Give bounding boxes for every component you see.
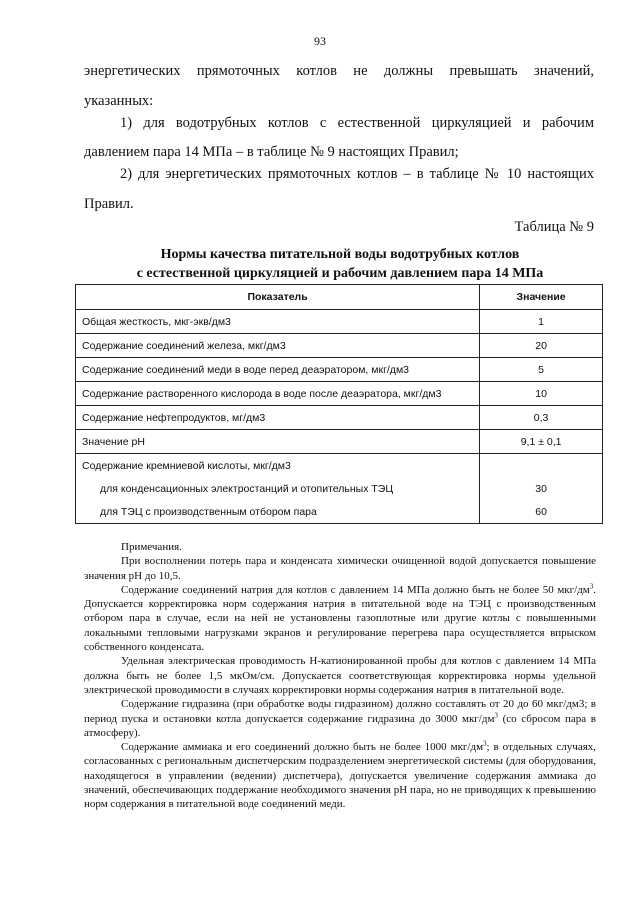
value-cell xyxy=(480,454,603,478)
column-header-indicator: Показатель xyxy=(76,285,480,310)
table-title-line: Нормы качества питательной воды водотрубных котлов xyxy=(160,247,520,262)
intro-line: энергетических прямоточных котлов не должны превышать значений, xyxy=(84,63,594,79)
indicator-cell: Значение рН xyxy=(76,430,480,454)
value-cell: 0,3 xyxy=(480,406,603,430)
table-row xyxy=(76,334,603,358)
note-paragraph xyxy=(84,697,596,740)
note-text: Содержание аммиака и его соединений должно быть не более 1000 мкг/дм xyxy=(121,741,484,754)
table-row xyxy=(76,358,603,382)
list-item-1-line: 1) для водотрубных котлов с естественной циркуляцией и рабочим xyxy=(120,115,594,131)
value-cell: 10 xyxy=(480,382,603,406)
indicator-cell: для ТЭЦ с производственным отбором пара xyxy=(76,500,480,524)
value-cell: 5 xyxy=(480,358,603,382)
note-text: . Допускается корректировка норм содержания натрия в питательной воде на ТЭЦ с производственным отбором пара в случае, если на ней не установлены газоплотные или другие котлы с повышенными локальными тепловыми нагрузками экранов и регулирование перегрева пара осуществляется впрыском собственного конденсата. xyxy=(84,583,596,654)
value-cell: 30 xyxy=(480,477,603,500)
notes-title: Примечания. xyxy=(121,541,182,553)
indicator-cell: Содержание соединений меди в воде перед деаэратором, мкг/дм3 xyxy=(76,358,480,382)
indicator-cell: Содержание соединений железа, мкг/дм3 xyxy=(76,334,480,358)
table-title-line: с естественной циркуляцией и рабочим давлением пара 14 МПа xyxy=(136,266,544,281)
intro-line: указанных: xyxy=(84,93,154,109)
superscript: 3 xyxy=(494,710,498,719)
page-number: 93 xyxy=(314,34,326,48)
indicator-cell: Содержание кремниевой кислоты, мкг/дм3 xyxy=(76,454,480,478)
superscript: 3 xyxy=(483,739,487,748)
value-cell: 20 xyxy=(480,334,603,358)
table-header-row xyxy=(76,285,603,310)
table-row xyxy=(76,382,603,406)
value-cell: 60 xyxy=(480,500,603,524)
value-cell: 1 xyxy=(480,310,603,334)
table-row xyxy=(76,454,603,478)
table-title xyxy=(70,245,610,283)
note-paragraph xyxy=(84,740,596,811)
note-text: (со сбросом пара в атмосферу). xyxy=(84,712,596,739)
list-item-2-line: Правил. xyxy=(84,196,134,212)
table-label: Таблица № 9 xyxy=(514,219,594,235)
table-subrow xyxy=(76,477,603,500)
value-cell: 9,1 ± 0,1 xyxy=(480,430,603,454)
table-row xyxy=(76,310,603,334)
column-header-value: Значение xyxy=(480,285,603,310)
table-subrow xyxy=(76,500,603,524)
indicator-cell: Содержание растворенного кислорода в воде после деаэратора, мкг/дм3 xyxy=(76,382,480,406)
superscript: 3 xyxy=(589,582,594,591)
note-text: ; в отдельных случаях, согласованных с региональным диспетчерским подразделением энергетической системы (для оборудования, находящегося в управлении (ведении) диспетчера), допускается увеличение содержания аммиака до значений, обеспечивающих поддержание необходимого значения рН пара, но не приводящих к превышению норм содержания в питательной воде соединений меди. xyxy=(84,741,597,811)
table-row xyxy=(76,430,603,454)
note-paragraph: При восполнении потерь пара и конденсата химически очищенной водой допускается повышение значения рН до 10,5. xyxy=(84,555,596,582)
norms-table xyxy=(75,284,603,524)
list-item-2-line: 2) для энергетических прямоточных котлов – в таблице № 10 настоящих xyxy=(120,166,594,182)
note-paragraph: Удельная электрическая проводимость Н-катионированной пробы для котлов с давлением 14 МПа должна быть не более 1,5 мкОм/см. Допускается соответствующая корректировка нормы удельной электрической проводимости в случаях корректировки нормы содержания натрия в питательной воде. xyxy=(84,655,596,696)
list-item-1-line: давлением пара 14 МПа – в таблице № 9 настоящих Правил; xyxy=(84,144,459,160)
note-paragraph xyxy=(84,583,596,654)
indicator-cell: Общая жесткость, мкг-экв/дм3 xyxy=(76,310,480,334)
notes xyxy=(84,540,596,812)
note-text: Содержание гидразина (при обработке воды гидразином) должно составлять от 20 до 60 мкг/дм3; в период пуска и остановки котла допускается содержание гидразина до 3000 мкг/дм xyxy=(84,698,596,725)
table-row xyxy=(76,406,603,430)
indicator-cell: Содержание нефтепродуктов, мг/дм3 xyxy=(76,406,480,430)
indicator-cell: для конденсационных электростанций и отопительных ТЭЦ xyxy=(76,477,480,500)
note-text: Содержание соединений натрия для котлов с давлением 14 МПа должно быть не более 50 мкг/дм xyxy=(121,583,590,596)
